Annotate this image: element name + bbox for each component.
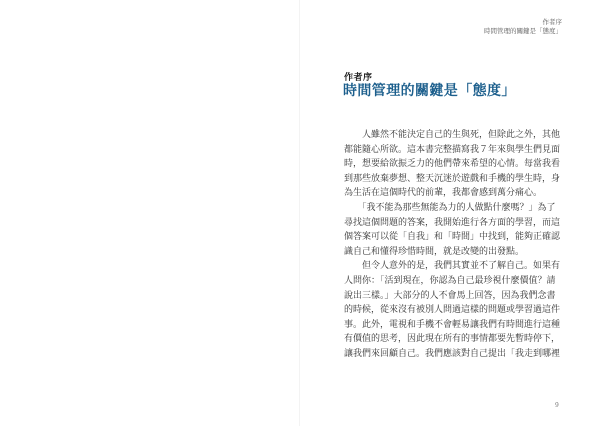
running-head-section: 作者序 (542, 18, 562, 26)
body-line: 為生活在這個時代的前輩，我都會感到萬分痛心。 (344, 188, 543, 199)
body-line: 事。此外，電視和手機不會輕易讓我們有時間進行這種 (344, 319, 561, 330)
body-line: 尋找這個問題的答案，我開始進行各方面的學習，而這 (344, 217, 561, 228)
chapter-title: 時間管理的關鍵是「態度」 (343, 83, 516, 99)
body-line: 人問你：「活到現在，你認為自己最珍視什麼價值？請 (344, 275, 556, 286)
body-line: 的時候，從來沒有被別人問過這樣的問題或學習過這件 (344, 305, 561, 316)
body-line: 個答案可以從「自我」和「時間」中找到，能夠正確認 (344, 232, 561, 243)
body-line: 有價值的思考，因此現在所有的事情都要先暫時停下， (344, 334, 561, 345)
body-line: 都能隨心所欲。這本書完整描寫我７年來與學生們見面 (344, 144, 561, 155)
body-text (344, 128, 568, 362)
body-line: 「我不能為那些無能為力的人做點什麼嗎？」為了 (344, 202, 556, 213)
chapter-label: 作者序 (344, 73, 373, 83)
page-number: 9 (555, 402, 559, 409)
body-line: 但令人意外的是，我們其實並不了解自己。如果有 (344, 261, 561, 272)
running-head (484, 18, 562, 36)
body-line: 識自己和懂得珍惜時間，就是改變的出發點。 (344, 246, 525, 257)
body-line: 人雖然不能決定自己的生與死，但除此之外，其他 (344, 130, 561, 140)
running-head-title: 時間管理的關鍵是「態度」 (484, 27, 562, 35)
body-line: 說出三樣。」大部分的人不會馬上回答，因為我們念書 (344, 290, 556, 301)
body-line: 讓我們來回顧自己。我們應該對自己提出「我走到哪裡 (344, 348, 561, 359)
body-line: 時，想要給欲振乏力的他們帶來希望的心情。每當我看 (344, 159, 561, 170)
body-line: 到那些放棄夢想、整天沉迷於遊戲和手機的學生時，身 (344, 173, 561, 184)
